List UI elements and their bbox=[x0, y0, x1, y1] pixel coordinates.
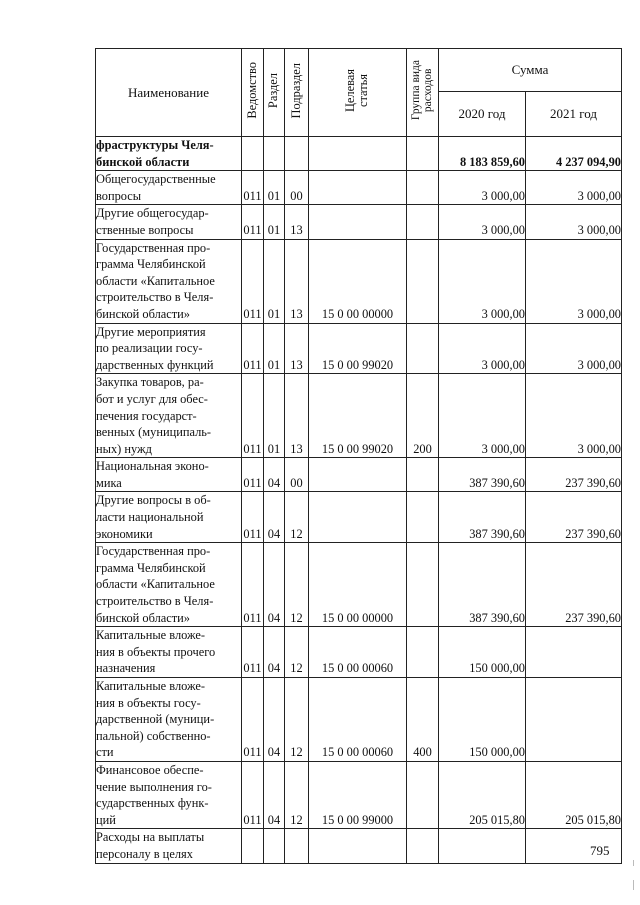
row-vedomstvo-cell: 011 bbox=[242, 239, 264, 323]
column-header-podrazdel: Подраздел bbox=[285, 49, 309, 137]
row-podrazdel-cell: 12 bbox=[285, 543, 309, 627]
row-vedomstvo-cell: 011 bbox=[242, 543, 264, 627]
column-header-2020: 2020 год bbox=[439, 92, 526, 137]
table-row bbox=[96, 171, 622, 205]
table-row bbox=[96, 678, 622, 762]
row-group-cell bbox=[407, 239, 439, 323]
row-2020-cell: 3 000,00 bbox=[439, 323, 526, 374]
row-razdel-cell: 04 bbox=[264, 543, 285, 627]
scan-mark bbox=[633, 880, 634, 890]
row-vedomstvo-cell: 011 bbox=[242, 458, 264, 492]
row-2021-cell: 3 000,00 bbox=[526, 323, 622, 374]
row-2020-cell: 387 390,60 bbox=[439, 492, 526, 543]
row-razdel-cell: 04 bbox=[264, 492, 285, 543]
table-row bbox=[96, 137, 622, 171]
header-row bbox=[96, 49, 622, 92]
row-target-cell bbox=[309, 205, 407, 239]
row-razdel-cell: 01 bbox=[264, 374, 285, 458]
row-target-cell: 15 0 00 99020 bbox=[309, 323, 407, 374]
row-name-cell: Расходы на выплаты персоналу в целях bbox=[96, 829, 242, 863]
row-vedomstvo-cell: 011 bbox=[242, 171, 264, 205]
row-target-cell bbox=[309, 171, 407, 205]
table-row bbox=[96, 374, 622, 458]
row-podrazdel-cell: 13 bbox=[285, 323, 309, 374]
row-razdel-cell: 01 bbox=[264, 323, 285, 374]
table-row bbox=[96, 323, 622, 374]
row-group-cell: 400 bbox=[407, 678, 439, 762]
row-razdel-cell: 01 bbox=[264, 239, 285, 323]
table-row bbox=[96, 761, 622, 828]
row-podrazdel-cell: 12 bbox=[285, 492, 309, 543]
row-2021-cell: 4 237 094,90 bbox=[526, 137, 622, 171]
row-2020-cell: 3 000,00 bbox=[439, 239, 526, 323]
row-podrazdel-cell bbox=[285, 829, 309, 863]
row-2020-cell: 3 000,00 bbox=[439, 374, 526, 458]
row-target-cell: 15 0 00 00060 bbox=[309, 627, 407, 678]
row-group-cell bbox=[407, 543, 439, 627]
row-razdel-cell: 04 bbox=[264, 678, 285, 762]
row-razdel-cell: 04 bbox=[264, 627, 285, 678]
table-row bbox=[96, 543, 622, 627]
row-name-cell: Государственная про- грамма Челябинской области «Капитальное строительство в Челя- бинской области» bbox=[96, 543, 242, 627]
row-2020-cell: 205 015,80 bbox=[439, 761, 526, 828]
row-group-cell bbox=[407, 829, 439, 863]
column-header-razdel: Раздел bbox=[264, 49, 285, 137]
row-name-cell: фраструктуры Челя- бинской области bbox=[96, 137, 242, 171]
row-razdel-cell bbox=[264, 829, 285, 863]
row-2021-cell: 3 000,00 bbox=[526, 171, 622, 205]
table-body bbox=[96, 137, 622, 864]
row-vedomstvo-cell: 011 bbox=[242, 492, 264, 543]
row-vedomstvo-cell bbox=[242, 137, 264, 171]
row-group-cell bbox=[407, 627, 439, 678]
table-row bbox=[96, 627, 622, 678]
table-row bbox=[96, 239, 622, 323]
row-2021-cell: 3 000,00 bbox=[526, 205, 622, 239]
row-2020-cell: 3 000,00 bbox=[439, 205, 526, 239]
table-row bbox=[96, 205, 622, 239]
row-2020-cell: 8 183 859,60 bbox=[439, 137, 526, 171]
row-2021-cell bbox=[526, 678, 622, 762]
row-name-cell: Другие общегосудар- ственные вопросы bbox=[96, 205, 242, 239]
row-vedomstvo-cell: 011 bbox=[242, 678, 264, 762]
row-group-cell: 200 bbox=[407, 374, 439, 458]
row-name-cell: Национальная эконо- мика bbox=[96, 458, 242, 492]
table-row bbox=[96, 492, 622, 543]
row-group-cell bbox=[407, 323, 439, 374]
row-razdel-cell: 04 bbox=[264, 761, 285, 828]
row-target-cell bbox=[309, 458, 407, 492]
row-name-cell: Капитальные вложе- ния в объекты госу- дарственной (муници- пальной) собственно- сти bbox=[96, 678, 242, 762]
column-header-target: Целевая статья bbox=[309, 49, 407, 137]
row-target-cell: 15 0 00 00000 bbox=[309, 239, 407, 323]
row-podrazdel-cell: 00 bbox=[285, 458, 309, 492]
row-target-cell bbox=[309, 829, 407, 863]
row-podrazdel-cell: 12 bbox=[285, 627, 309, 678]
row-target-cell bbox=[309, 492, 407, 543]
row-target-cell bbox=[309, 137, 407, 171]
row-podrazdel-cell: 13 bbox=[285, 205, 309, 239]
row-group-cell bbox=[407, 137, 439, 171]
row-2020-cell: 387 390,60 bbox=[439, 543, 526, 627]
row-vedomstvo-cell bbox=[242, 829, 264, 863]
row-2021-cell: 237 390,60 bbox=[526, 543, 622, 627]
row-target-cell: 15 0 00 99000 bbox=[309, 761, 407, 828]
row-2020-cell: 150 000,00 bbox=[439, 627, 526, 678]
row-group-cell bbox=[407, 458, 439, 492]
row-vedomstvo-cell: 011 bbox=[242, 205, 264, 239]
row-vedomstvo-cell: 011 bbox=[242, 761, 264, 828]
row-podrazdel-cell: 13 bbox=[285, 239, 309, 323]
row-target-cell: 15 0 00 00000 bbox=[309, 543, 407, 627]
row-razdel-cell: 01 bbox=[264, 205, 285, 239]
row-vedomstvo-cell: 011 bbox=[242, 323, 264, 374]
column-header-sum: Сумма bbox=[439, 49, 622, 92]
row-2020-cell bbox=[439, 829, 526, 863]
row-2021-cell: 237 390,60 bbox=[526, 458, 622, 492]
row-2021-cell: 205 015,80 bbox=[526, 761, 622, 828]
row-name-cell: Финансовое обеспе- чение выполнения го- сударственных функ- ций bbox=[96, 761, 242, 828]
table-row bbox=[96, 829, 622, 863]
row-podrazdel-cell: 12 bbox=[285, 678, 309, 762]
table-row bbox=[96, 458, 622, 492]
row-podrazdel-cell: 00 bbox=[285, 171, 309, 205]
budget-table bbox=[95, 48, 622, 864]
row-podrazdel-cell bbox=[285, 137, 309, 171]
row-name-cell: Капитальные вложе- ния в объекты прочего назначения bbox=[96, 627, 242, 678]
row-podrazdel-cell: 12 bbox=[285, 761, 309, 828]
row-2020-cell: 3 000,00 bbox=[439, 171, 526, 205]
row-2020-cell: 150 000,00 bbox=[439, 678, 526, 762]
row-razdel-cell: 01 bbox=[264, 171, 285, 205]
row-2021-cell: 3 000,00 bbox=[526, 374, 622, 458]
row-target-cell: 15 0 00 99020 bbox=[309, 374, 407, 458]
row-2020-cell: 387 390,60 bbox=[439, 458, 526, 492]
row-podrazdel-cell: 13 bbox=[285, 374, 309, 458]
row-name-cell: Общегосударственные вопросы bbox=[96, 171, 242, 205]
column-header-name: Наименование bbox=[96, 49, 242, 137]
row-name-cell: Другие мероприятия по реализации госу- дарственных функций bbox=[96, 323, 242, 374]
row-group-cell bbox=[407, 492, 439, 543]
row-2021-cell bbox=[526, 627, 622, 678]
row-name-cell: Закупка товаров, ра- бот и услуг для обес- печения государст- венных (муниципаль- ных) нужд bbox=[96, 374, 242, 458]
row-2021-cell: 237 390,60 bbox=[526, 492, 622, 543]
row-group-cell bbox=[407, 761, 439, 828]
row-razdel-cell bbox=[264, 137, 285, 171]
row-name-cell: Другие вопросы в об- ласти национальной экономики bbox=[96, 492, 242, 543]
page-number: 795 bbox=[590, 843, 610, 858]
column-header-vedomstvo: Ведомство bbox=[242, 49, 264, 137]
column-header-group: Группа вида расходов bbox=[407, 49, 439, 137]
row-group-cell bbox=[407, 171, 439, 205]
row-group-cell bbox=[407, 205, 439, 239]
row-target-cell: 15 0 00 00060 bbox=[309, 678, 407, 762]
column-header-2021: 2021 год bbox=[526, 92, 622, 137]
row-2021-cell: 3 000,00 bbox=[526, 239, 622, 323]
row-name-cell: Государственная про- грамма Челябинской области «Капитальное строительство в Челя- бинской области» bbox=[96, 239, 242, 323]
row-vedomstvo-cell: 011 bbox=[242, 374, 264, 458]
row-vedomstvo-cell: 011 bbox=[242, 627, 264, 678]
row-razdel-cell: 04 bbox=[264, 458, 285, 492]
scan-mark bbox=[633, 860, 634, 866]
